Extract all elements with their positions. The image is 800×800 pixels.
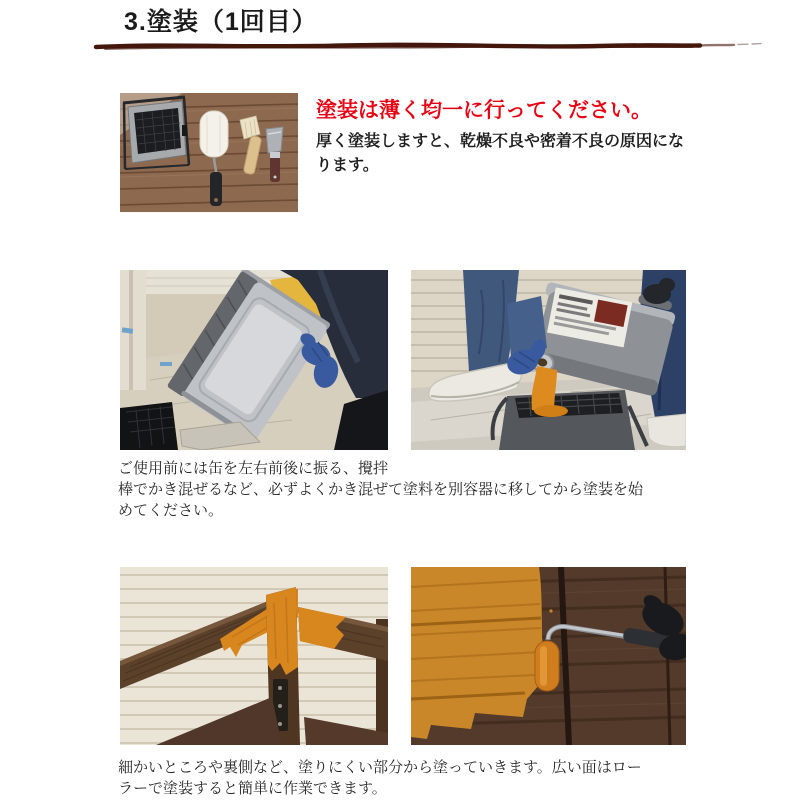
mix-instruction-text xyxy=(118,458,678,521)
mix-line: めてください。 xyxy=(118,502,224,519)
intro-body-line: ります。 xyxy=(316,157,379,174)
paint-instruction-text xyxy=(118,757,678,799)
pour-paint-photo xyxy=(411,270,686,450)
intro-body xyxy=(316,130,716,178)
paint-bucket xyxy=(493,390,647,450)
shake-can-photo xyxy=(120,270,388,450)
fence-joint-photo xyxy=(120,567,388,745)
warning-text: 塗装は薄く均一に行ってください。 xyxy=(316,99,652,122)
roller-painting-photo xyxy=(411,567,686,745)
mix-line: ご使用前には缶を左右前後に振る、攪拌 xyxy=(118,460,389,477)
tools-photo xyxy=(120,93,298,212)
intro-body-line: 厚く塗装しますと、乾燥不良や密着不良の原因にな xyxy=(316,133,685,150)
paint-line: 細かいところや裏側など、塗りにくい部分から塗っていきます。広い面はロー xyxy=(118,759,642,776)
intro-text-block xyxy=(316,98,716,178)
roller-sleeve xyxy=(535,641,559,691)
mix-line: 棒でかき混ぜるなど、必ずよくかき混ぜて塗料を別容器に移してから塗装を始 xyxy=(118,481,644,498)
section-heading: 3.塗装（1回目） xyxy=(124,8,318,36)
paint-line: ラーで塗装すると簡単に作業できます。 xyxy=(118,780,387,797)
heading-brush-underline xyxy=(93,39,768,53)
